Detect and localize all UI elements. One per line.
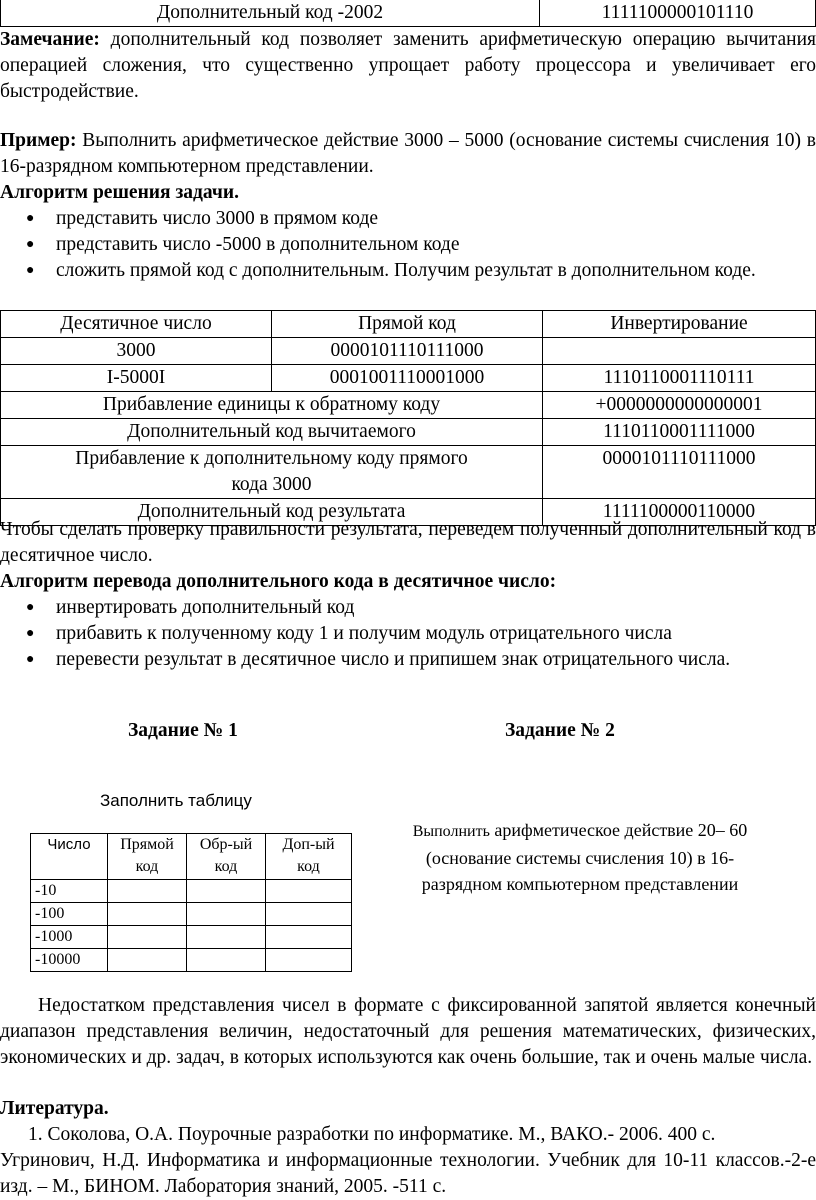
answer-cell bbox=[266, 903, 352, 926]
calc-header-row bbox=[1, 311, 816, 338]
algo1-item: ● представить число -5000 в дополнительном коде bbox=[0, 232, 816, 258]
answer-cell bbox=[108, 926, 187, 949]
task1-subtitle: Заполнить таблицу bbox=[100, 791, 252, 810]
calc-row: 3000 0000101110111000 bbox=[1, 338, 816, 365]
task1-header: Число bbox=[31, 834, 108, 880]
bullet-icon: ● bbox=[26, 211, 35, 226]
algo1-item: ● сложить прямой код с дополнительным. Получим результат в дополнительном коде. bbox=[0, 258, 816, 284]
top-row-label: Дополнительный код -2002 bbox=[1, 0, 540, 27]
remark-label: Замечание: bbox=[0, 29, 100, 50]
remark-text: дополнительный код позволяет заменить арифметическую операцию вычитания операцией сложения, что существенно упрощает работу процессора и увеличивает его быстродействие. bbox=[0, 29, 816, 102]
answer-cell bbox=[266, 926, 352, 949]
algo2-item: ● перевести результат в десятичное число и припишем знак отрицательного числа. bbox=[0, 647, 816, 673]
remark-paragraph bbox=[0, 27, 816, 105]
algo1-title: Алгоритм решения задачи. bbox=[0, 182, 239, 203]
calc-row: Дополнительный код вычитаемого 1110110001111000 bbox=[1, 419, 816, 446]
literature-title: Литература. bbox=[0, 1098, 109, 1119]
algo2-list bbox=[0, 595, 816, 673]
task1-table bbox=[30, 833, 352, 972]
answer-cell bbox=[187, 926, 266, 949]
algo2-item: ● инвертировать дополнительный код bbox=[0, 595, 816, 621]
calc-row: I-5000I 0001001110001000 1110110001110111 bbox=[1, 365, 816, 392]
literature-item: Угринович, Н.Д. Информатика и информационные технологии. Учебник для 10-11 классов.-2-е изд. – М., БИНОМ. Лаборатория знаний, 2005. -511 с. bbox=[0, 1150, 816, 1197]
answer-cell bbox=[187, 880, 266, 903]
bullet-icon: ● bbox=[26, 652, 35, 667]
example-text: Выполнить арифметическое действие 3000 – 5000 (основание системы счисления 10) в 16-разрядном компьютерном представлении. bbox=[0, 130, 816, 177]
task1-title: Задание № 1 bbox=[128, 720, 238, 741]
task1-row: -100 bbox=[31, 903, 352, 926]
bullet-icon: ● bbox=[26, 626, 35, 641]
example-label: Пример: bbox=[0, 130, 77, 151]
task1-row: -10000 bbox=[31, 949, 352, 972]
algo1-list bbox=[0, 206, 816, 284]
literature-item: 1. Соколова, О.А. Поурочные разработки по информатике. М., ВАКО.- 2006. 400 с. bbox=[28, 1124, 716, 1145]
task1-header: Прямой код bbox=[108, 834, 187, 880]
calc-row: Прибавление к дополнительному коду прямого кода 3000 0000101110111000 bbox=[1, 446, 816, 499]
bullet-icon: ● bbox=[26, 263, 35, 278]
bullet-icon: ● bbox=[26, 600, 35, 615]
task2-lead: Выполнить bbox=[412, 823, 490, 840]
calc-row: Дополнительный код результата 1111100000110000 bbox=[1, 499, 816, 526]
task1-header: Обр-ый код bbox=[187, 834, 266, 880]
answer-cell bbox=[187, 903, 266, 926]
answer-cell bbox=[108, 949, 187, 972]
task1-row: -10 bbox=[31, 880, 352, 903]
answer-cell bbox=[266, 949, 352, 972]
top-code-table bbox=[0, 0, 816, 27]
top-row-value: 1111100000101110 bbox=[540, 0, 816, 27]
task2-title: Задание № 2 bbox=[505, 720, 615, 741]
answer-cell bbox=[108, 903, 187, 926]
algo1-item: ● представить число 3000 в прямом коде bbox=[0, 206, 816, 232]
task1-row: -1000 bbox=[31, 926, 352, 949]
drawback-paragraph: Недостатком представления чисел в формате с фиксированной запятой является конечный диапазон представления величин, недостаточный для решения математических, физических, экономических и др. задач, в которых используются как очень большие, так и очень малые числа. bbox=[0, 995, 816, 1068]
algo2-item: ● прибавить к полученному коду 1 и получим модуль отрицательного числа bbox=[0, 621, 816, 647]
calc-row: Прибавление единицы к обратному коду +0000000000000001 bbox=[1, 392, 816, 419]
check-paragraph: Чтобы сделать проверку правильности результата, переведем полученный дополнительный код в десятичное число. bbox=[0, 519, 816, 566]
calc-header: Прямой код bbox=[272, 311, 543, 338]
algo2-title: Алгоритм перевода дополнительного кода в десятичное число: bbox=[0, 571, 557, 592]
calc-table bbox=[0, 310, 816, 526]
answer-cell bbox=[108, 880, 187, 903]
calc-header: Инвертирование bbox=[543, 311, 816, 338]
example-paragraph bbox=[0, 128, 816, 180]
task1-header-row bbox=[31, 834, 352, 880]
answer-cell bbox=[266, 880, 352, 903]
bullet-icon: ● bbox=[26, 237, 35, 252]
task1-header: Доп-ый код bbox=[266, 834, 352, 880]
answer-cell bbox=[187, 949, 266, 972]
calc-header: Десятичное число bbox=[1, 311, 272, 338]
task2-text: Выполнить арифметическое действие 20– 60 (основание системы счисления 10) в 16-разрядном компьютерном представлении bbox=[412, 820, 748, 894]
